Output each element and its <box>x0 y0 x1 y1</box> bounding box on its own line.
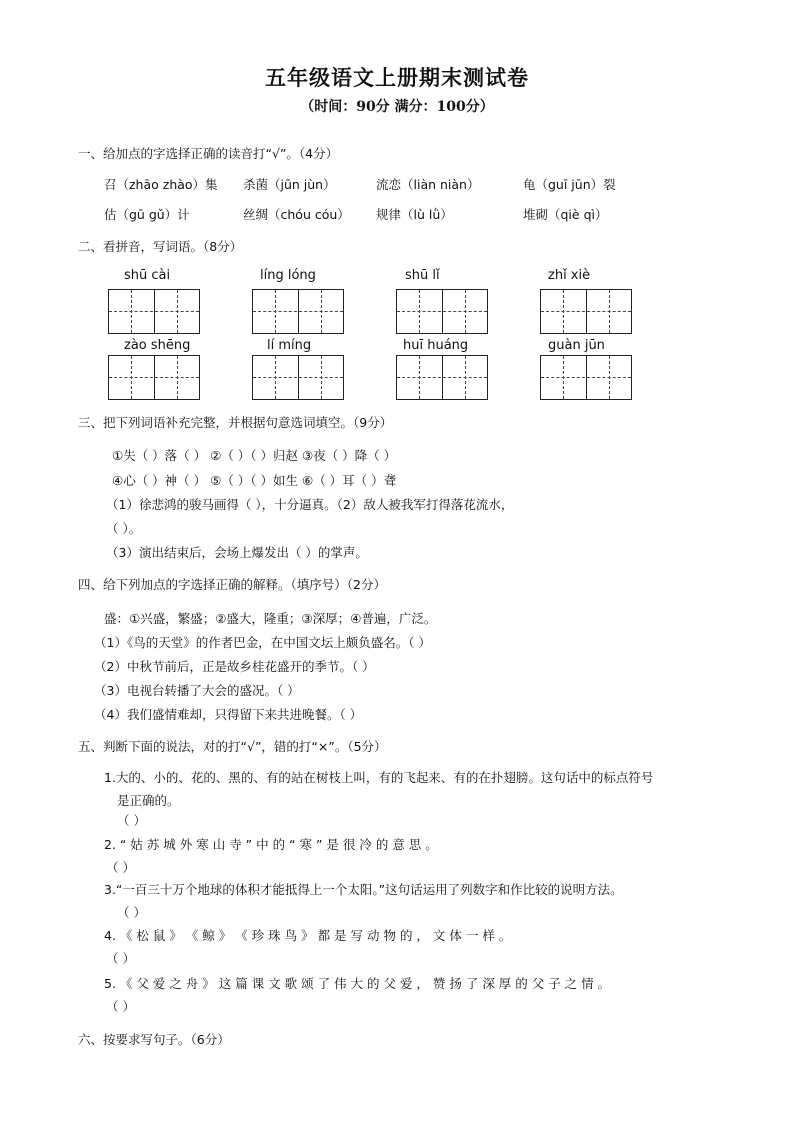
q3-sentence: （1）徐悲鸿的骏马画得（ ），十分逼真。（2）敌人被我军打得落花流水， <box>106 497 514 512</box>
q4-item: （4）我们盛情难却，只得留下来共进晚餐。（ ） <box>94 707 363 722</box>
writing-grid[interactable] <box>396 355 488 400</box>
pinyin-label: shū cài <box>124 268 171 283</box>
q1-item: 规律（lù lǜ） <box>376 207 453 222</box>
q4-item: （2）中秋节前后，正是故乡桂花盛开的季节。（ ） <box>94 659 375 674</box>
pinyin-label: shū lǐ <box>405 268 440 283</box>
q3-words-row: ④心（ ）神（ ） ⑤（ ）（ ）如生 ⑥（ ）耳（ ）聋 <box>112 473 397 488</box>
writing-grid[interactable] <box>540 355 632 400</box>
q3-heading: 三、把下列词语补充完整，并根据句意选词填空。（9分） <box>78 415 393 430</box>
q2-heading: 二、看拼音，写词语。（8分） <box>78 239 243 254</box>
writing-grid[interactable] <box>252 355 344 400</box>
q1-item: 估（gū gǔ）计 <box>104 207 190 222</box>
writing-grid[interactable] <box>540 289 632 334</box>
pinyin-label: zhǐ xiè <box>548 268 591 283</box>
writing-grid[interactable] <box>252 289 344 334</box>
q1-item: 堆砌（qiè qì） <box>523 207 608 222</box>
pinyin-label: zào shēng <box>124 338 191 353</box>
answer-blank[interactable]: （ ） <box>106 999 135 1014</box>
q4-item: （1）《鸟的天堂》的作者巴金，在中国文坛上颇负盛名。（ ） <box>94 635 431 650</box>
q3-words-row: ①失（ ）落（ ） ②（ ）（ ）归赵 ③夜（ ）降（ ） <box>112 448 397 463</box>
answer-blank[interactable]: （ ） <box>106 860 135 875</box>
q5-item: 1.大的、小的、花的、黑的、有的站在树枝上叫，有的飞起来、有的在扑翅膀。这句话中的标点符号 <box>104 770 654 785</box>
q4-heading: 四、给下列加点的字选择正确的解释。（填序号）（2分） <box>78 577 386 592</box>
writing-grid[interactable] <box>108 289 200 334</box>
q4-item: （3）电视台转播了大会的盛况。（ ） <box>94 683 300 698</box>
pinyin-label: huī huáng <box>403 338 469 353</box>
q5-item: 是正确的。 <box>117 793 180 808</box>
q1-item: 流恋（liàn niàn） <box>376 177 480 192</box>
q1-item: 丝绸（chóu cóu） <box>243 207 350 222</box>
q5-item: 2. “ 姑 苏 城 外 寒 山 寺 ” 中 的 “ 寒 ” 是 很 冷 的 意 思 。 <box>104 837 438 852</box>
q5-item: 3.“一百三十万个地球的体积才能抵得上一个太阳。”这句话运用了列数字和作比较的说明方法。 <box>104 882 623 897</box>
q6-heading: 六、按要求写句子。（6分） <box>78 1032 230 1047</box>
q1-item: 召（zhāo zhào）集 <box>104 177 218 192</box>
q1-item: 龟（guī jūn）裂 <box>523 177 616 192</box>
answer-blank[interactable]: （ ） <box>106 951 135 966</box>
exam-info: （时间：90分 满分：100分） <box>300 99 494 115</box>
page-title: 五年级语文上册期末测试卷 <box>265 65 529 90</box>
q5-item: 4. 《 松 鼠 》 《 鲸 》 《 珍 珠 鸟 》 都 是 写 动 物 的 ， 文 体 一 样 。 <box>104 928 512 943</box>
pinyin-label: lí míng <box>267 338 312 353</box>
q1-heading: 一、给加点的字选择正确的读音打“√”。（4分） <box>78 146 339 161</box>
writing-grid[interactable] <box>396 289 488 334</box>
writing-grid[interactable] <box>108 355 200 400</box>
q1-item: 杀菌（jūn jùn） <box>243 177 336 192</box>
q5-heading: 五、判断下面的说法，对的打“√”，错的打“×”。（5分） <box>78 739 387 754</box>
q4-definition: 盛：①兴盛，繁盛；②盛大，隆重；③深厚；④普遍，广泛。 <box>104 611 437 626</box>
pinyin-label: líng lóng <box>260 268 316 283</box>
answer-blank[interactable]: （ ） <box>117 905 146 920</box>
pinyin-label: guàn jūn <box>548 338 605 353</box>
q5-item: 5. 《 父 爱 之 舟 》 这 篇 课 文 歌 颂 了 伟 大 的 父 爱 ， 赞 扬 了 深 厚 的 父 子 之 情 。 <box>104 976 611 991</box>
q3-sentence: （3）演出结束后，会场上爆发出（ ）的掌声。 <box>106 545 368 560</box>
answer-blank[interactable]: （ ） <box>117 813 146 828</box>
q3-sentence: （ ）。 <box>106 521 142 536</box>
